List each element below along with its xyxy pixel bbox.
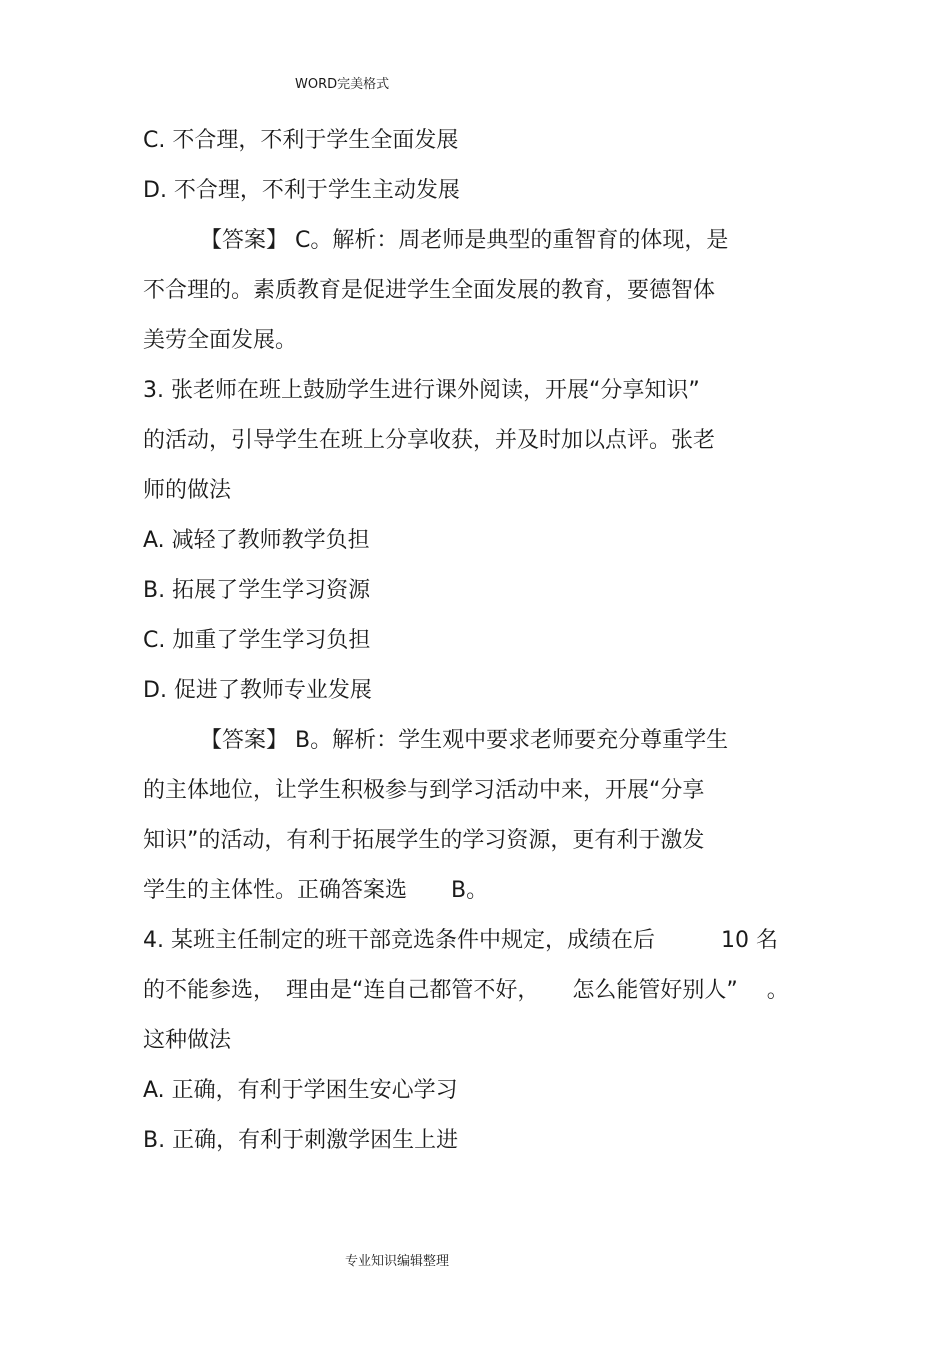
question-line: 师的做法 <box>143 478 232 503</box>
question-line: 3. 张老师在班上鼓励学生进行课外阅读，开展“分享知识” <box>143 378 700 403</box>
page-footer: 专业知识编辑整理 <box>345 1254 450 1269</box>
question-line: 4. 某班主任制定的班干部竞选条件中规定，成绩在后 10 名 <box>143 928 778 953</box>
answer-line: 的主体地位，让学生积极参与到学习活动中来，开展“分享 <box>143 778 705 803</box>
question-line: 的活动，引导学生在班上分享收获，并及时加以点评。张老 <box>143 428 716 453</box>
question-line: 这种做法 <box>143 1028 232 1053</box>
question-line: 的不能参选， 理由是“连自己都管不好， 怎么能管好别人” 。 <box>143 978 789 1003</box>
option-line: D. 不合理，不利于学生主动发展 <box>143 178 460 203</box>
option-line: D. 促进了教师专业发展 <box>143 678 372 703</box>
answer-line: 学生的主体性。正确答案选 B。 <box>143 878 489 903</box>
answer-line: 【答案】 C。解析：周老师是典型的重智育的体现，是 <box>200 228 729 253</box>
answer-line: 美劳全面发展。 <box>143 328 298 353</box>
option-line: A. 正确，有利于学困生安心学习 <box>143 1078 458 1103</box>
answer-line: 知识”的活动，有利于拓展学生的学习资源，更有利于激发 <box>143 828 705 853</box>
option-line: B. 拓展了学生学习资源 <box>143 578 371 603</box>
option-line: C. 加重了学生学习负担 <box>143 628 371 653</box>
option-line: C. 不合理，不利于学生全面发展 <box>143 128 459 153</box>
option-line: A. 减轻了教师教学负担 <box>143 528 370 553</box>
page-header: WORD完美格式 <box>295 77 390 92</box>
option-line: B. 正确，有利于刺激学困生上进 <box>143 1128 459 1153</box>
answer-line: 【答案】 B。解析：学生观中要求老师要充分尊重学生 <box>200 728 729 753</box>
answer-line: 不合理的。素质教育是促进学生全面发展的教育，要德智体 <box>143 278 716 303</box>
